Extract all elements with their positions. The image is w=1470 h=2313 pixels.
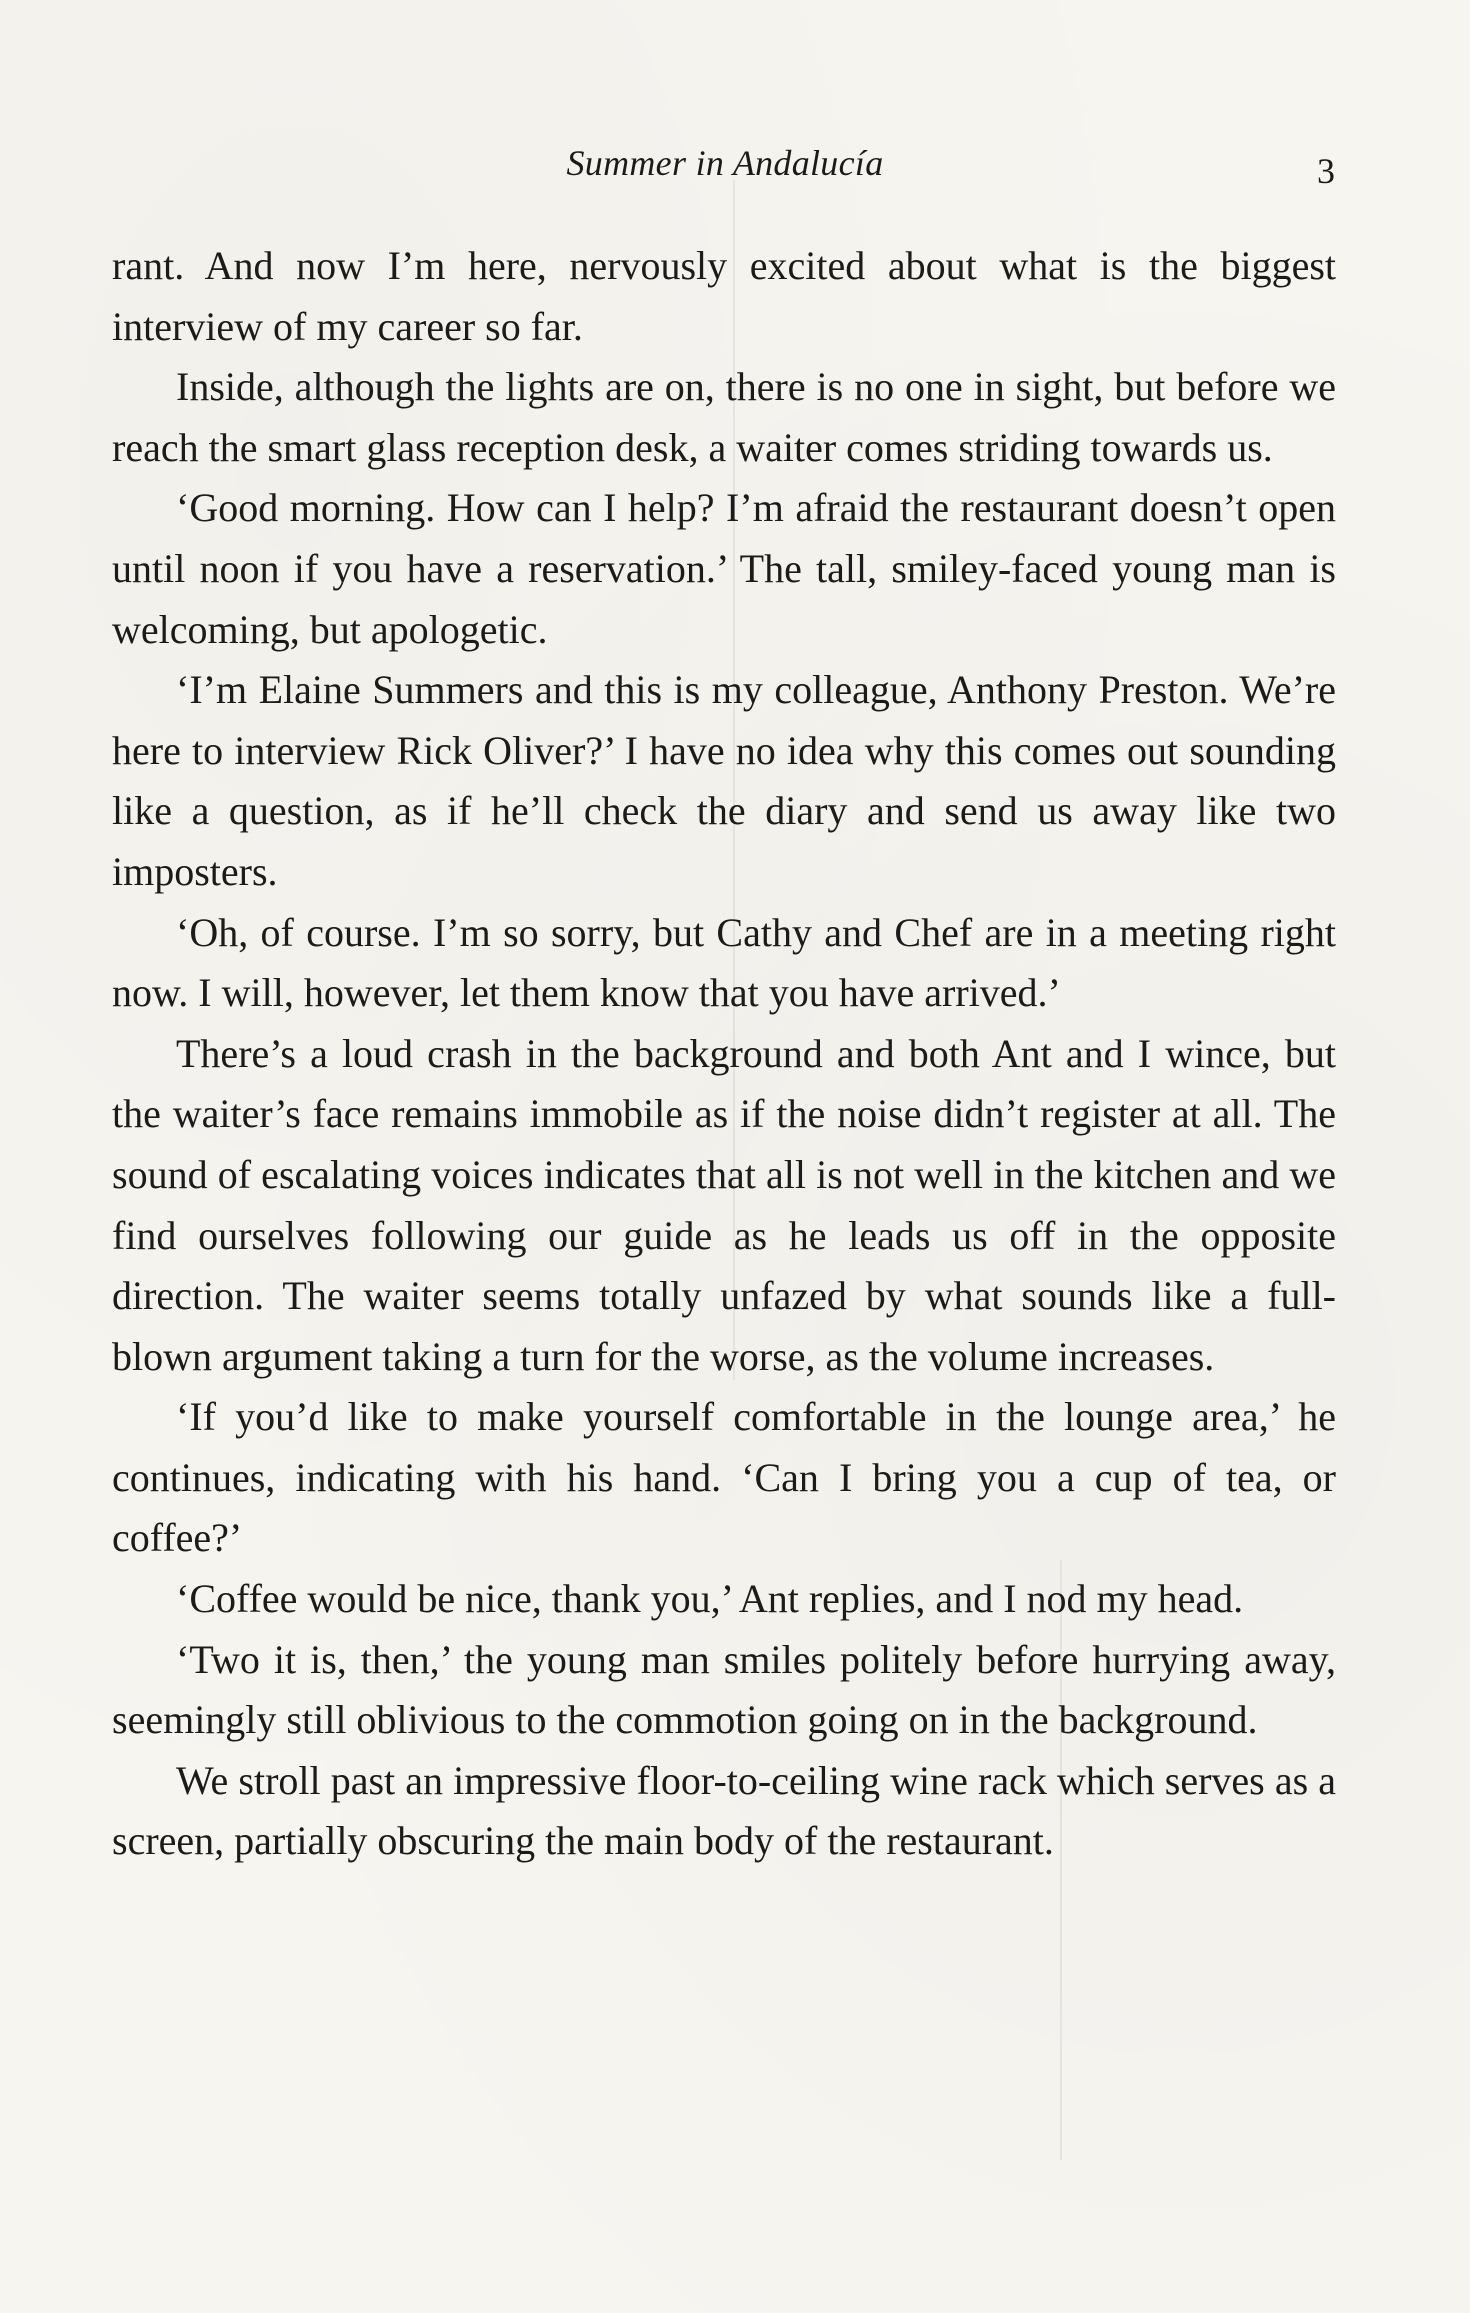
paragraph: ‘Coffee would be nice, thank you,’ Ant replies, and I nod my head.	[176, 1576, 1244, 1622]
paragraph: ‘If you’d like to make yourself comfortable in the lounge area,’ he continues, indicating with his hand. ‘Can I bring you a cup of tea, or coffee?’	[112, 1394, 1336, 1561]
running-head	[0, 138, 1470, 191]
paragraph: ‘Two it is, then,’ the young man smiles politely before hurrying away, seemingly still oblivious to the commotion going on in the background.	[112, 1636, 1336, 1743]
paragraph: ‘I’m Elaine Summers and this is my colleague, Anthony Preston. We’re here to interview Rick Oliver?’ I have no idea why this comes out sounding like a question, as if he’ll check the diary and send us away like two imposters.	[112, 667, 1336, 894]
body-text	[112, 236, 1336, 1872]
paragraph: rant. And now I’m here, nervously excited about what is the biggest interview of my career so far.	[112, 243, 1336, 349]
paragraph: ‘Oh, of course. I’m so sorry, but Cathy and Chef are in a meeting right now. I will, however, let them know that you have arrived.’	[112, 909, 1336, 1016]
running-title: Summer in Andalucía	[566, 143, 884, 183]
paragraph: There’s a loud crash in the background and both Ant and I wince, but the waiter’s face remains immobile as if the noise didn’t register at all. The sound of escalating voices indicates that all is not well in the kitchen and we find ourselves following our guide as he leads us off in the opposite direction. The waiter seems totally unfazed by what sounds like a full-blown argument taking a turn for the worse, as the volume increases.	[112, 1030, 1336, 1379]
paragraph: ‘Good morning. How can I help? I’m afraid the restaurant doesn’t open until noon if you have a reservation.’ The tall, smiley-faced young man is welcoming, but apologetic.	[112, 485, 1336, 652]
page-number: 3	[1317, 151, 1335, 191]
paragraph: Inside, although the lights are on, there is no one in sight, but before we reach the smart glass reception desk, a waiter comes striding towards us.	[112, 364, 1336, 470]
paragraph: We stroll past an impressive floor-to-ceiling wine rack which serves as a screen, partially obscuring the main body of the restaurant.	[112, 1757, 1336, 1864]
